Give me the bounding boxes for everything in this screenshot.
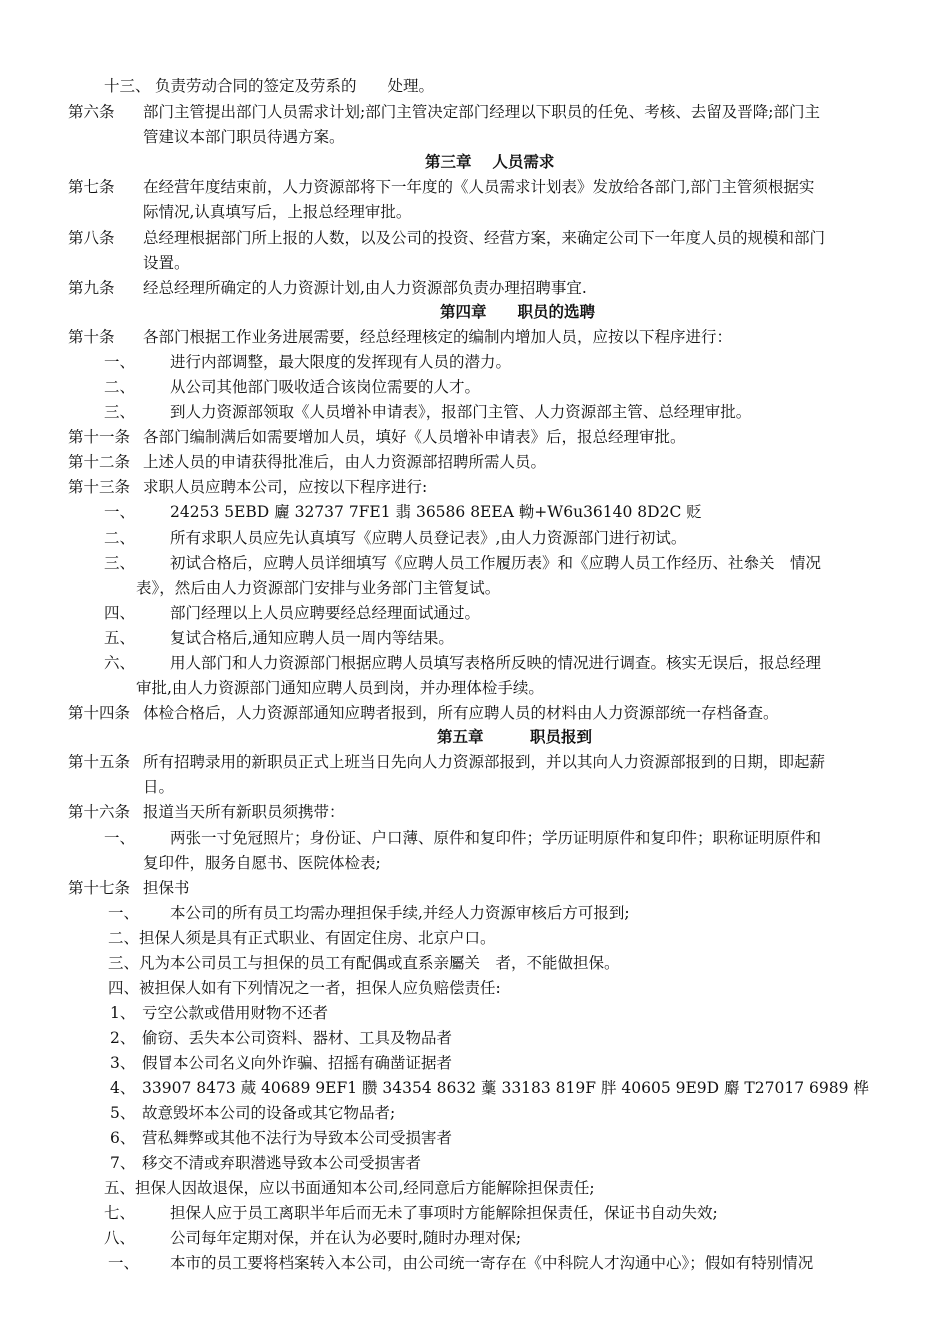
article-13-item-6 (104, 652, 821, 674)
item-label: 八、 (104, 1229, 136, 1247)
article-13-item-5 (104, 627, 454, 649)
article-10-item-3 (104, 401, 751, 423)
item-text: 三、凡为本公司员工与担保的员工有配偶或直系亲屬关 者，不能做担保。 (108, 954, 620, 972)
item-label: 三、 (104, 403, 136, 421)
chapter-title: 第五章 职员报到 (437, 727, 593, 746)
article-text: 求职人员应聘本公司，应按以下程序进行: (143, 478, 428, 496)
article-15 (68, 751, 825, 773)
item-text: 亏空公款或借用财物不还者 (142, 1004, 329, 1022)
chapter-5-heading (437, 726, 592, 748)
chapter-3-heading (425, 151, 554, 173)
article-17 (68, 877, 190, 899)
item-label: 一、 (108, 904, 140, 922)
item-text: 24253 5EBD 廲 32737 7FE1 翡 36586 8EEA 軪+W6u36140 8D2C 贬 (170, 503, 702, 521)
item-text: 复试合格后,通知应聘人员一周内等结果。 (170, 629, 454, 647)
article-label: 第七条 (68, 178, 115, 196)
article-16-item-1 (104, 827, 821, 849)
chapter-title: 第三章 人员需求 (425, 152, 555, 171)
article-13-item-2 (104, 527, 686, 549)
article-label: 第十七条 (68, 879, 131, 897)
guarantee-case-2 (110, 1027, 452, 1049)
article-8 (68, 227, 825, 249)
article-8-cont (143, 252, 190, 274)
chapter-title: 第四章 职员的选聘 (440, 302, 596, 321)
item-label: 四、 (104, 604, 136, 622)
article-17-item-7 (104, 1202, 718, 1224)
item-label: 7、 (110, 1154, 136, 1172)
article-10-item-1 (104, 351, 511, 373)
item-label: 三、 (104, 554, 136, 572)
item-label: 1、 (110, 1004, 136, 1022)
article-label: 第十二条 (68, 453, 131, 471)
article-13-item-6-cont (136, 677, 544, 699)
item-text: 33907 8473 蒇 40689 9EF1 臜 34354 8632 藳 33183 819F 胖 40605 9E9D 麝 T27017 6989 桦 (142, 1079, 869, 1097)
article-13-item-1 (104, 501, 702, 523)
item-label: 4、 (110, 1079, 136, 1097)
article-label: 第九条 (68, 279, 115, 297)
item-label: 2、 (110, 1029, 136, 1047)
article-6-cont (143, 126, 345, 148)
item-text: 二、担保人须是具有正式职业、有固定住房、北京户口。 (108, 929, 496, 947)
guarantee-case-3 (110, 1052, 452, 1074)
item-text: 五、担保人因故退保，应以书面通知本公司,经同意后方能解除担保责任; (104, 1179, 595, 1197)
article-label: 第六条 (68, 103, 115, 121)
item-text: 担保人应于员工离职半年后而无未了事项时方能解除担保责任，保证书自动失效; (170, 1204, 718, 1222)
article-10-item-2 (104, 376, 480, 398)
item-label: 3、 (110, 1054, 136, 1072)
article-text: 各部门根据工作业务进展需要，经总经理核定的编制内增加人员，应按以下程序进行： (143, 328, 733, 346)
item-label: 一、 (104, 829, 136, 847)
article-7-cont (143, 201, 411, 223)
article-10 (68, 326, 732, 348)
article-7 (68, 176, 814, 198)
article-text: 际情况,认真填写后，上报总经理审批。 (143, 203, 412, 221)
article-13-item-3 (104, 552, 821, 574)
item-text: 部门经理以上人员应聘要经总经理面试通过。 (170, 604, 481, 622)
item-label: 一、 (108, 1254, 140, 1272)
article-text: 各部门编制满后如需要增加人员，填好《人员增补申请表》后，报总经理审批。 (143, 428, 686, 446)
article-text: 日。 (143, 778, 175, 796)
item-text: 假冒本公司名义向外诈骗、招摇有确凿证据者 (142, 1054, 453, 1072)
article-17-item-2 (108, 927, 496, 949)
article-label: 第十五条 (68, 753, 131, 771)
article-17-item-4 (108, 977, 501, 999)
article-text: 管建议本部门职员待遇方案。 (143, 128, 345, 146)
article-text: 在经营年度结束前，人力资源部将下一年度的《人员需求计划表》发放给各部门,部门主管须根据实 (143, 178, 815, 196)
article-11 (68, 426, 686, 448)
article-17-item-5 (104, 1177, 595, 1199)
item-label: 一、 (104, 353, 136, 371)
article-label: 第十三条 (68, 478, 131, 496)
item-text: 负责劳动合同的签定及劳系的 处理。 (155, 77, 435, 95)
item-text: 本市的员工要将档案转入本公司，由公司统一寄存在《中科院人才沟通中心》；假如有特别情况 (170, 1254, 814, 1272)
article-13-item-3-cont (136, 577, 500, 599)
item-text: 营私舞弊或其他不法行为导致本公司受损害者 (142, 1129, 453, 1147)
item-text: 表》，然后由人力资源部门安排与业务部门主管复试。 (136, 579, 501, 597)
item-text: 到人力资源部领取《人员增补申请表》，报部门主管、人力资源部主管、总经理审批。 (170, 403, 752, 421)
article-17-item-1 (108, 902, 630, 924)
item-text: 审批,由人力资源部门通知应聘人员到岗，并办理体检手续。 (136, 679, 544, 697)
article-label: 第十四条 (68, 704, 131, 722)
item-text: 两张一寸免冠照片；身份证、户口薄、原件和复印件；学历证明原件和复印件；职称证明原件和 (170, 829, 822, 847)
article-text: 部门主管提出部门人员需求计划;部门主管决定部门经理以下职员的任免、考核、去留及晋降;部门主 (143, 103, 820, 121)
item-text: 用人部门和人力资源部门根据应聘人员填写表格所反映的情况进行调查。核实无误后，报总经理 (170, 654, 822, 672)
article-text: 设置。 (143, 254, 190, 272)
item-label: 一、 (104, 503, 136, 521)
guarantee-case-6 (110, 1127, 452, 1149)
item-text: 进行内部调整，最大限度的发挥现有人员的潜力。 (170, 353, 512, 371)
guarantee-case-4 (110, 1077, 869, 1099)
article-text: 经总经理所确定的人力资源计划,由人力资源部负责办理招聘事宜. (143, 279, 587, 297)
guarantee-case-7 (110, 1152, 421, 1174)
item-text: 移交不清或弃职潜逃导致本公司受损害者 (142, 1154, 422, 1172)
article-14 (68, 702, 779, 724)
item-text: 四、被担保人如有下列情况之一者，担保人应负赔偿责任: (108, 979, 501, 997)
article-text: 报道当天所有新职员须携带： (143, 803, 345, 821)
article-16 (68, 801, 345, 823)
item-text: 故意毁坏本公司的设备或其它物品者; (142, 1104, 396, 1122)
article-text: 所有招聘录用的新职员正式上班当日先向人力资源部报到，并以其向人力资源部报到的日期，即起薪 (143, 753, 826, 771)
article-9 (68, 277, 587, 299)
article-6 (68, 101, 820, 123)
item-label: 五、 (104, 629, 136, 647)
article-label: 第八条 (68, 229, 115, 247)
article-13 (68, 476, 427, 498)
item-label: 二、 (104, 378, 136, 396)
item-text: 本公司的所有员工均需办理担保手续,并经人力资源审核后方可报到; (170, 904, 630, 922)
article-text: 上述人员的申请获得批准后，由人力资源部招聘所需人员。 (143, 453, 547, 471)
item-13 (104, 75, 434, 97)
article-12 (68, 451, 546, 473)
item-label: 十三、 (104, 77, 151, 95)
article-label: 第十一条 (68, 428, 131, 446)
item-label: 6、 (110, 1129, 136, 1147)
article-13-item-4 (104, 602, 480, 624)
item-label: 六、 (104, 654, 136, 672)
item-text: 所有求职人员应先认真填写《应聘人员登记表》,由人力资源部门进行初试。 (170, 529, 687, 547)
article-17-item-3 (108, 952, 620, 974)
article-label: 第十条 (68, 328, 115, 346)
item-text: 偷窃、丢失本公司资料、器材、工具及物品者 (142, 1029, 453, 1047)
article-label: 第十六条 (68, 803, 131, 821)
article-16-item-1-cont (143, 852, 381, 874)
article-text: 担保书 (143, 879, 190, 897)
item-text: 公司每年定期对保，并在认为必要时,随时办理对保; (170, 1229, 522, 1247)
item-label: 七、 (104, 1204, 136, 1222)
guarantee-case-5 (110, 1102, 395, 1124)
item-text: 初试合格后，应聘人员详细填写《应聘人员工作履历表》和《应聘人员工作经历、社叅关 情况 (170, 554, 822, 572)
article-text: 体检合格后，人力资源部通知应聘者报到，所有应聘人员的材料由人力资源部统一存档备查。 (143, 704, 779, 722)
item-label: 5、 (110, 1104, 136, 1122)
article-17-item-8 (104, 1227, 521, 1249)
item-text: 从公司其他部门吸收适合该岗位需要的人才。 (170, 378, 481, 396)
guarantee-case-1 (110, 1002, 328, 1024)
article-text: 总经理根据部门所上报的人数，以及公司的投资、经营方案，来确定公司下一年度人员的规模和部门 (143, 229, 826, 247)
item-label: 二、 (104, 529, 136, 547)
chapter-4-heading (440, 301, 595, 323)
article-15-cont (143, 776, 174, 798)
item-text: 复印件，服务自愿书、医院体检表; (143, 854, 381, 872)
archive-item-1 (108, 1252, 813, 1274)
